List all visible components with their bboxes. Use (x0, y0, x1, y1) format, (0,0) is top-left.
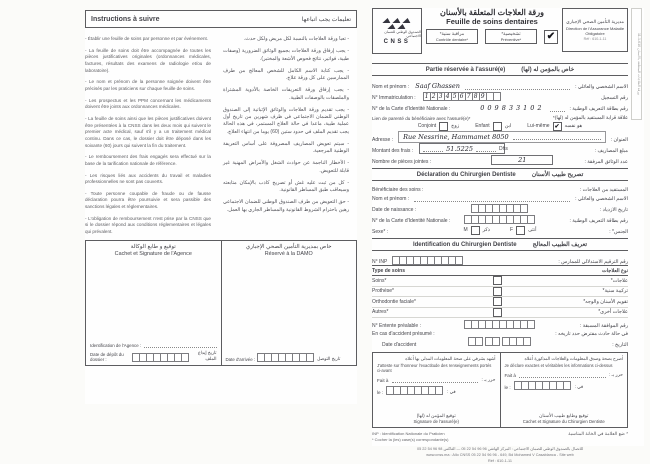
male-label-fr: M (463, 227, 468, 233)
fees-amount-row (372, 143, 628, 154)
insured-fait-row (377, 377, 496, 383)
cnss-name-arabic: الصندوق الوطني للضمان الاجتماعي (384, 29, 421, 38)
inp-field[interactable] (393, 256, 463, 265)
conjoint-label-fr: Conjoint (417, 123, 437, 129)
kinship-option-enfant (475, 122, 511, 131)
insured-name-value[interactable]: Saaf Ghassen (415, 82, 460, 90)
insured-cin-value[interactable]: 009833102 (480, 104, 545, 112)
sex-label-ar: الجنس* : (609, 229, 628, 235)
male-label-ar: ذكر (482, 227, 490, 233)
care-type-label-fr: Type de soins (372, 267, 405, 274)
dentist-le-label-ar: في : (574, 384, 584, 389)
accident-row (372, 329, 628, 337)
instructions-title-ar: تعليمات يجب اتباعها (301, 16, 351, 23)
option-preventive-label-ar: تشخيصية* (501, 31, 521, 36)
footnote-inp: INP : Identification Nationale du Praticien (372, 431, 445, 436)
dentist-signature-caption-ar: توقيع وطابع طبيب الأسنان (539, 413, 589, 418)
beneficiary-cin-label-ar: رقم بطاقة التعريف الوطنية : (569, 218, 628, 224)
kinship-options (372, 121, 628, 131)
accident-label-ar: في حالة حادث مفترض حدد تاريخه : (555, 331, 628, 337)
sex-option-female (510, 226, 537, 235)
deposit-date-row (90, 350, 217, 362)
agency-stamp-heading (90, 244, 217, 257)
instruction-ar: - يجب كتابة الاسم الكامل للشخص المعالج من طرف الممارسين على كل ورقة علاج. (223, 67, 349, 81)
address-label-ar: العنوان : (610, 137, 628, 143)
care-type-orthodontie-row (372, 297, 628, 308)
insured-fait-label-ar: حرر بـ : (481, 377, 496, 382)
instruction-fr: - Le nom et prénom de la personne soignée doivent être précisés par les praticiens sur chaque feuille de soins. (85, 79, 211, 91)
prior-agreement-field[interactable] (465, 320, 535, 329)
damo-label-ar: خاص بمديرية التأمين الصحي الإجباري (245, 244, 332, 250)
sex-label-fr: Sexe* : (372, 229, 389, 235)
sex-row (372, 224, 628, 235)
dentist-fait-fill[interactable] (519, 372, 606, 378)
section-dentist-id-fr: Identification du Chirurgien Dentiste (412, 241, 517, 248)
footnote-cocher: * Cocher la (les) case(s) correspondante(s) (372, 437, 449, 442)
footnotes (372, 431, 628, 443)
accident-date-month (486, 337, 500, 346)
inp-row (372, 254, 628, 265)
insured-name-row (372, 79, 628, 90)
sex-option-male (463, 226, 490, 235)
beneficiary-name-fill-line[interactable] (414, 195, 570, 202)
dentist-date-row (505, 381, 624, 390)
arrival-date-field[interactable] (258, 353, 314, 362)
direction-amo-fr: Direction de l'Assurance Maladie Obligatoire (565, 26, 625, 36)
fees-label-ar: مبلغ المصاريف : (594, 148, 628, 154)
instructions-page (85, 10, 357, 404)
soins-label-fr: Soins* (372, 277, 387, 284)
section-insured-band (372, 63, 628, 76)
form-type-options (426, 29, 558, 44)
insured-le-label-ar: في : (447, 389, 456, 394)
fees-field[interactable] (419, 143, 508, 154)
enfant-label-fr: Enfant (475, 123, 490, 129)
section-dentist-declaration-band (372, 168, 628, 181)
arrival-date-row (226, 353, 353, 362)
agency-id-fill-line[interactable] (144, 342, 216, 348)
dentist-signature-cell[interactable] (500, 353, 628, 427)
section-dentist-id-band (372, 238, 628, 251)
fees-fill-line-right (476, 146, 496, 152)
insured-cin-label-fr: N° de la Carte d'Identité Nationale : (372, 106, 451, 112)
care-type-autres-row (372, 308, 628, 319)
form-title-fr: Feuille de soins dentaires (446, 17, 538, 26)
option-controle-label-fr: Contrôle dentaire* (435, 37, 469, 42)
female-label-fr: F (510, 227, 514, 233)
insured-le-label: le : (377, 390, 384, 395)
beneficiary-name-label-ar: الاسم الشخصي والعائلي : (575, 196, 628, 202)
beneficiary-cin-row (372, 213, 628, 224)
instruction-fr: - Les prospectus et les PPM concernant les médicaments doivent être joints aux ordonnances médicales. (85, 97, 211, 110)
instruction-ar: - يجب إرفاق ورقة التعريفات الخاصة بالأدوية المشتراة والملصقات بالوصفات الطبية. (223, 87, 349, 101)
birthdate-field[interactable] (472, 204, 528, 213)
form-title-block (426, 8, 558, 44)
option-controle-label-ar: مراقبة سنية* (439, 31, 465, 36)
instruction-ar: - يجب إرفاق ورقة العلاجات بجميع الوثائق الضرورية (وصفات طبية، فواتير، نتائج فحوص الأشعة والمختبر). (223, 48, 349, 62)
form-title-ar: ورقة العلاجات المتعلقة بالأسنان (440, 8, 544, 17)
registration-label-fr: N° Immatriculation : (372, 95, 416, 101)
fees-label-fr: Montant des frais : (372, 148, 414, 154)
footer-contact-fr: www.cnss.ma : Allo CNSS 05 22 54 96 96 - 649, Bd Mohamed V Casablanca - Site web (426, 453, 574, 458)
prothese-label-fr: Prothèse* (372, 288, 394, 295)
deposit-date-label: Date de dépôt du dossier : (90, 352, 124, 362)
sex-options (463, 225, 536, 235)
luimeme-label-ar: هو نفسه (564, 123, 583, 129)
male-checkbox[interactable] (471, 226, 480, 235)
attachments-field[interactable] (491, 155, 553, 165)
insured-cin-label-ar: رقم بطاقة التعريف الوطنية : (569, 106, 628, 112)
accident-date-label-fr: Date d'accident (382, 342, 417, 348)
deposit-date-field[interactable] (133, 353, 189, 362)
attachments-value: 21 (518, 156, 527, 164)
agency-stamp-label-ar: توقيع و طابع الوكالة (130, 244, 176, 250)
footnote-arabic: * ضع العلامة في الخانة المناسبة (568, 431, 628, 436)
dentist-fait-label-ar: حرر بـ : (608, 372, 623, 377)
agency-signature-table (85, 240, 357, 366)
instruction-ar: - حق التعويض من طرف الصندوق الوطني للضمان الاجتماعي رهين باحترام الشروط القانونية والمساطر الجاري بها العمل. (223, 199, 349, 213)
accident-date-field[interactable] (469, 337, 531, 348)
address-fill-line (513, 134, 601, 140)
luimeme-checkbox-checked[interactable]: ✔ (554, 123, 560, 130)
arrival-date-label: Date d'arrivée : (225, 357, 256, 362)
instructions-title-fr: Instructions à suivre (91, 15, 160, 23)
option-preventive-label-fr: Préventive* (500, 37, 522, 42)
instruction-fr: - Établir une feuille de soins par personne et par événement. (85, 36, 209, 41)
direction-amo-ar: مديرية التأمين الصحي الإجباري (566, 19, 624, 24)
dentist-attestation-ar: أصرح بصحة وصدق المعلومات والعلاجات المذكورة أعلاه (524, 356, 623, 361)
dental-care-form-page (372, 8, 644, 464)
kinship-label-fr: Lien de parenté du bénéficiaire avec l'assuré(e)* (372, 116, 471, 121)
cnss-acronym: CNSS (383, 38, 411, 45)
dentist-signature-caption-fr: Cachet et Signature du Chirurgien Dentiste (522, 419, 605, 424)
instruction-fr: - Les risques liés aux accidents du travail et maladies professionnelles ne sont pas couverts. (85, 172, 211, 185)
accident-date-day (469, 337, 483, 346)
prior-agreement-label-fr: N° Entente préalable : (372, 323, 421, 329)
insured-fait-label: Fait à (377, 378, 389, 383)
autres-checkbox[interactable] (493, 308, 502, 317)
dentist-fait-label: Fait à (504, 373, 516, 378)
accident-date-label-ar: التاريخ : (612, 342, 628, 348)
attachments-row (372, 154, 628, 165)
instruction-ar: - الأخطار الناجمة عن حوادث الشغل والأمراض المهنية غير قابلة للتعويض. (223, 160, 349, 174)
insured-fait-fill[interactable] (392, 377, 479, 383)
footnotes-french (372, 431, 448, 443)
orthodontie-checkbox[interactable] (493, 297, 502, 306)
section-insured-fr: Partie réservée à l'assuré(e) (425, 66, 506, 73)
insured-cin-fill-line[interactable] (550, 105, 565, 112)
beneficiary-cin-field[interactable] (465, 215, 535, 224)
contact-footer (372, 446, 628, 464)
insured-name-label-ar: الاسم الشخصي والعائلي : (575, 84, 628, 90)
birthdate-row (372, 202, 628, 213)
autres-label-ar: علاجات أخرى* (598, 309, 628, 316)
agency-bottom-fields (90, 340, 217, 362)
kinship-option-conjoint (418, 122, 459, 131)
instruction-fr: - Le remboursement des frais engagés sera effectué sur la base de la tarification nationale de référence. (85, 154, 211, 166)
soins-checkbox[interactable] (493, 276, 502, 285)
beneficiary-row (372, 184, 628, 193)
arrival-date-label-ar: تاريخ التوصل (317, 356, 341, 361)
section-insured-ar: خاص بالمؤمن له (لها) (521, 67, 575, 73)
address-row (372, 131, 628, 143)
kinship-label-ar: علاقة قرابة المستفيد بالمؤمن له (لها)* (552, 116, 628, 121)
beneficiary-label-ar: المستفيد من العلاجات : (579, 187, 628, 193)
signatures-table (372, 352, 628, 428)
dentist-fait-row (505, 372, 624, 378)
kinship-option-luimeme (527, 122, 582, 131)
footer-contact-ar: للاتصال بالصندوق الوطني للضمان الاجتماعي : المركز الهاتفي 96 96 54 22 05 — الفاكس 98 96 54 22 05 (416, 447, 584, 451)
orthodontie-label-ar: تقويم الأسنان والوجه* (583, 298, 628, 305)
instruction-fr: - Toute personne coupable de fraude ou de fausse déclaration pourra être poursuivie et sera passible des sanctions légales et réglementaires. (85, 190, 211, 210)
birthdate-label-ar: تاريخ الازدياد : (599, 207, 628, 213)
insured-date-row (377, 386, 496, 395)
agency-stamp-cell[interactable] (86, 241, 221, 365)
instruction-ar: - تعبأ ورقة العلاجات بالنسبة لكل مريض ولكل حدث. (243, 36, 349, 42)
care-type-header-row (372, 265, 628, 276)
form-side-reference: ورقة العلاجات المتعلقة بالأسنان 610-1-11 (631, 8, 642, 120)
footer-reference: Réf : 610-1-11 (488, 459, 512, 464)
instructions-header (85, 10, 357, 28)
fees-unit: Dhs (499, 145, 508, 152)
beneficiary-name-row (372, 193, 628, 202)
cnss-logo (372, 8, 422, 54)
accident-date-year (503, 337, 531, 346)
insured-signature-caption-ar: توقيع المؤمن له (لها) (416, 413, 456, 418)
insured-cin-row (372, 101, 628, 112)
fees-value: 51.5225 (446, 144, 474, 153)
female-checkbox[interactable] (516, 226, 525, 235)
beneficiary-name-label-fr: Nom et prénom : (372, 196, 410, 202)
dentist-le-label: le : (504, 385, 511, 390)
conjoint-label-ar: زوج (451, 123, 460, 129)
form-main (372, 8, 628, 464)
instruction-ar: - يجب تقديم ورقة العلاجات والوثائق الإثباتية إلى الصندوق الوطني للضمان الاجتماعي في ظرف شهرين من تاريخ أول عملية طبية، ماعدا في حالة العلاج المستمر، في هذه الحالة يجب تقديم الملف في حدود ستين (60) يوما من انتهاء العلاج. (223, 106, 349, 135)
fees-fill-line-left (423, 146, 443, 152)
conjoint-checkbox[interactable] (439, 122, 448, 131)
option-preventive[interactable] (485, 29, 537, 44)
soins-label-ar: علاجات* (610, 277, 628, 284)
insured-date-field[interactable] (387, 386, 443, 395)
agency-id-label: Identification de l'Agence : (90, 343, 142, 348)
female-label-ar: أنثى (528, 227, 537, 233)
section-declaration-ar: تصريح طبيب الأسنان (531, 172, 584, 178)
accident-date-row (372, 337, 628, 348)
insured-attestation-ar: أشهد بشرفي على صحة المعلومات المدلى بها أعلاه (405, 356, 496, 361)
form-type-checkbox-checked[interactable]: ✔ (544, 30, 558, 44)
section-declaration-fr: Déclaration du Chirurgien Dentiste (416, 171, 516, 178)
instructions-column-arabic (223, 36, 349, 234)
instructions-body (85, 36, 357, 234)
insured-signature-cell[interactable] (373, 353, 500, 427)
damo-cell[interactable] (221, 241, 357, 365)
luimeme-label-fr: Lui-même (527, 123, 550, 129)
section-dentist-id-ar: تعريف الطبيب المعالج (532, 242, 588, 248)
cnss-birds-icon (382, 18, 412, 23)
prior-agreement-row (372, 318, 628, 329)
insured-signature-caption-fr: Signature de l'assuré(e) (413, 419, 459, 424)
birthdate-label-fr: Date de naissance : (372, 207, 417, 213)
instruction-fr: - La feuille de soins doit être accompagnée de toutes les pièces justificatives originales (ordonnances médicales, factures, résultats des examens de radiologie et/ou de laboratoire). (85, 47, 211, 73)
inp-label-fr: N° INP (372, 259, 388, 265)
insured-attestation-fr: J'atteste sur l'honneur l'exactitude des renseignements portés ci-avant (377, 363, 492, 373)
damo-heading (226, 244, 353, 257)
instruction-ar: - سيتم تعويض المصاريف المصروفة على أساس التعريفة الوطنية المرجعية. (223, 140, 349, 154)
kinship-row (372, 112, 628, 121)
enfant-checkbox[interactable] (493, 122, 502, 131)
accident-label-fr: En cas d'accident présumé : (372, 331, 435, 337)
deposit-date-label-ar: تاريخ إيداع الملف (197, 350, 217, 361)
instruction-ar: - كل من ثبت عليه غش أو تصريح كاذب بالإمكان متابعته وسيعاقب طبق المساطر القانونية. (223, 179, 349, 193)
dentist-signature-caption (505, 413, 624, 424)
inp-label-ar: رقم الترقيم الاستدلالي للممارس : (558, 259, 628, 265)
attachments-label-fr: Nombre de pièces jointes : (372, 159, 432, 165)
dentist-attestation-fr: Je déclare exactes et véritables les informations ci-dessus (504, 363, 613, 368)
instruction-fr: - L'obligation de remboursement n'est prise par la CNSS que si le dossier répond aux conditions réglementaires et légales qui prévalent. (85, 215, 211, 234)
care-type-prothese-row (372, 287, 628, 298)
beneficiary-label-fr: Bénéficiaire des soins : (372, 187, 424, 193)
dentist-date-field[interactable] (515, 381, 571, 390)
prothese-checkbox[interactable] (493, 287, 502, 296)
attachments-label-ar: عدد الوثائق المرفقة : (584, 159, 628, 165)
instructions-column-french (85, 36, 211, 234)
orthodontie-label-fr: Orthodontie faciale* (372, 298, 416, 305)
address-field[interactable] (398, 131, 606, 143)
cnss-birds-icon (387, 24, 407, 29)
enfant-label-ar: ابن (504, 123, 512, 129)
agency-id-row (90, 342, 217, 348)
prior-agreement-label-ar: رقم الموافقة المسبقة : (579, 323, 628, 329)
direction-amo-box (562, 8, 628, 52)
form-header (372, 8, 628, 60)
address-value: Rue Nessrine, Hammamet 8050 (403, 133, 509, 141)
address-label-fr: Adresse : (372, 137, 394, 143)
insured-name-label-fr: Nom et prénom : (372, 84, 410, 90)
beneficiary-cin-label-fr: N° de la Carte d'Identité Nationale : (372, 218, 451, 224)
direction-amo-ref: Réf : 610-1-11 (583, 37, 607, 41)
autres-label-fr: Autres* (372, 309, 389, 316)
insured-name-fill-line[interactable] (465, 83, 570, 90)
care-type-label-ar: نوع العلاجات (602, 267, 628, 274)
damo-label-fr: Réservé à la DAMO (264, 251, 313, 257)
registration-number-row (372, 90, 628, 101)
instruction-fr: - La feuille de soins ainsi que les pièces justificatives doivent être présentées à la CNSS dans les deux mois qui suivent le premier acte médical, sauf s'il y a un traitement médical continu. Dans ce cas, le dossier doit être déposé dans les soixante (60) jours qui suivent la fin du traitement. (85, 115, 211, 148)
registration-number-field[interactable]: 1 2 3 4 5 6 7 8 9 (424, 92, 501, 101)
agency-stamp-label-fr: Cachet et Signature de l'Agence (114, 251, 192, 257)
option-controle-dentaire[interactable] (426, 29, 478, 44)
insured-signature-caption (377, 413, 496, 424)
prothese-label-ar: تركيبة سنية* (602, 288, 628, 295)
care-type-soins-row (372, 276, 628, 287)
registration-label-ar: رقم التسجيل (601, 95, 628, 101)
